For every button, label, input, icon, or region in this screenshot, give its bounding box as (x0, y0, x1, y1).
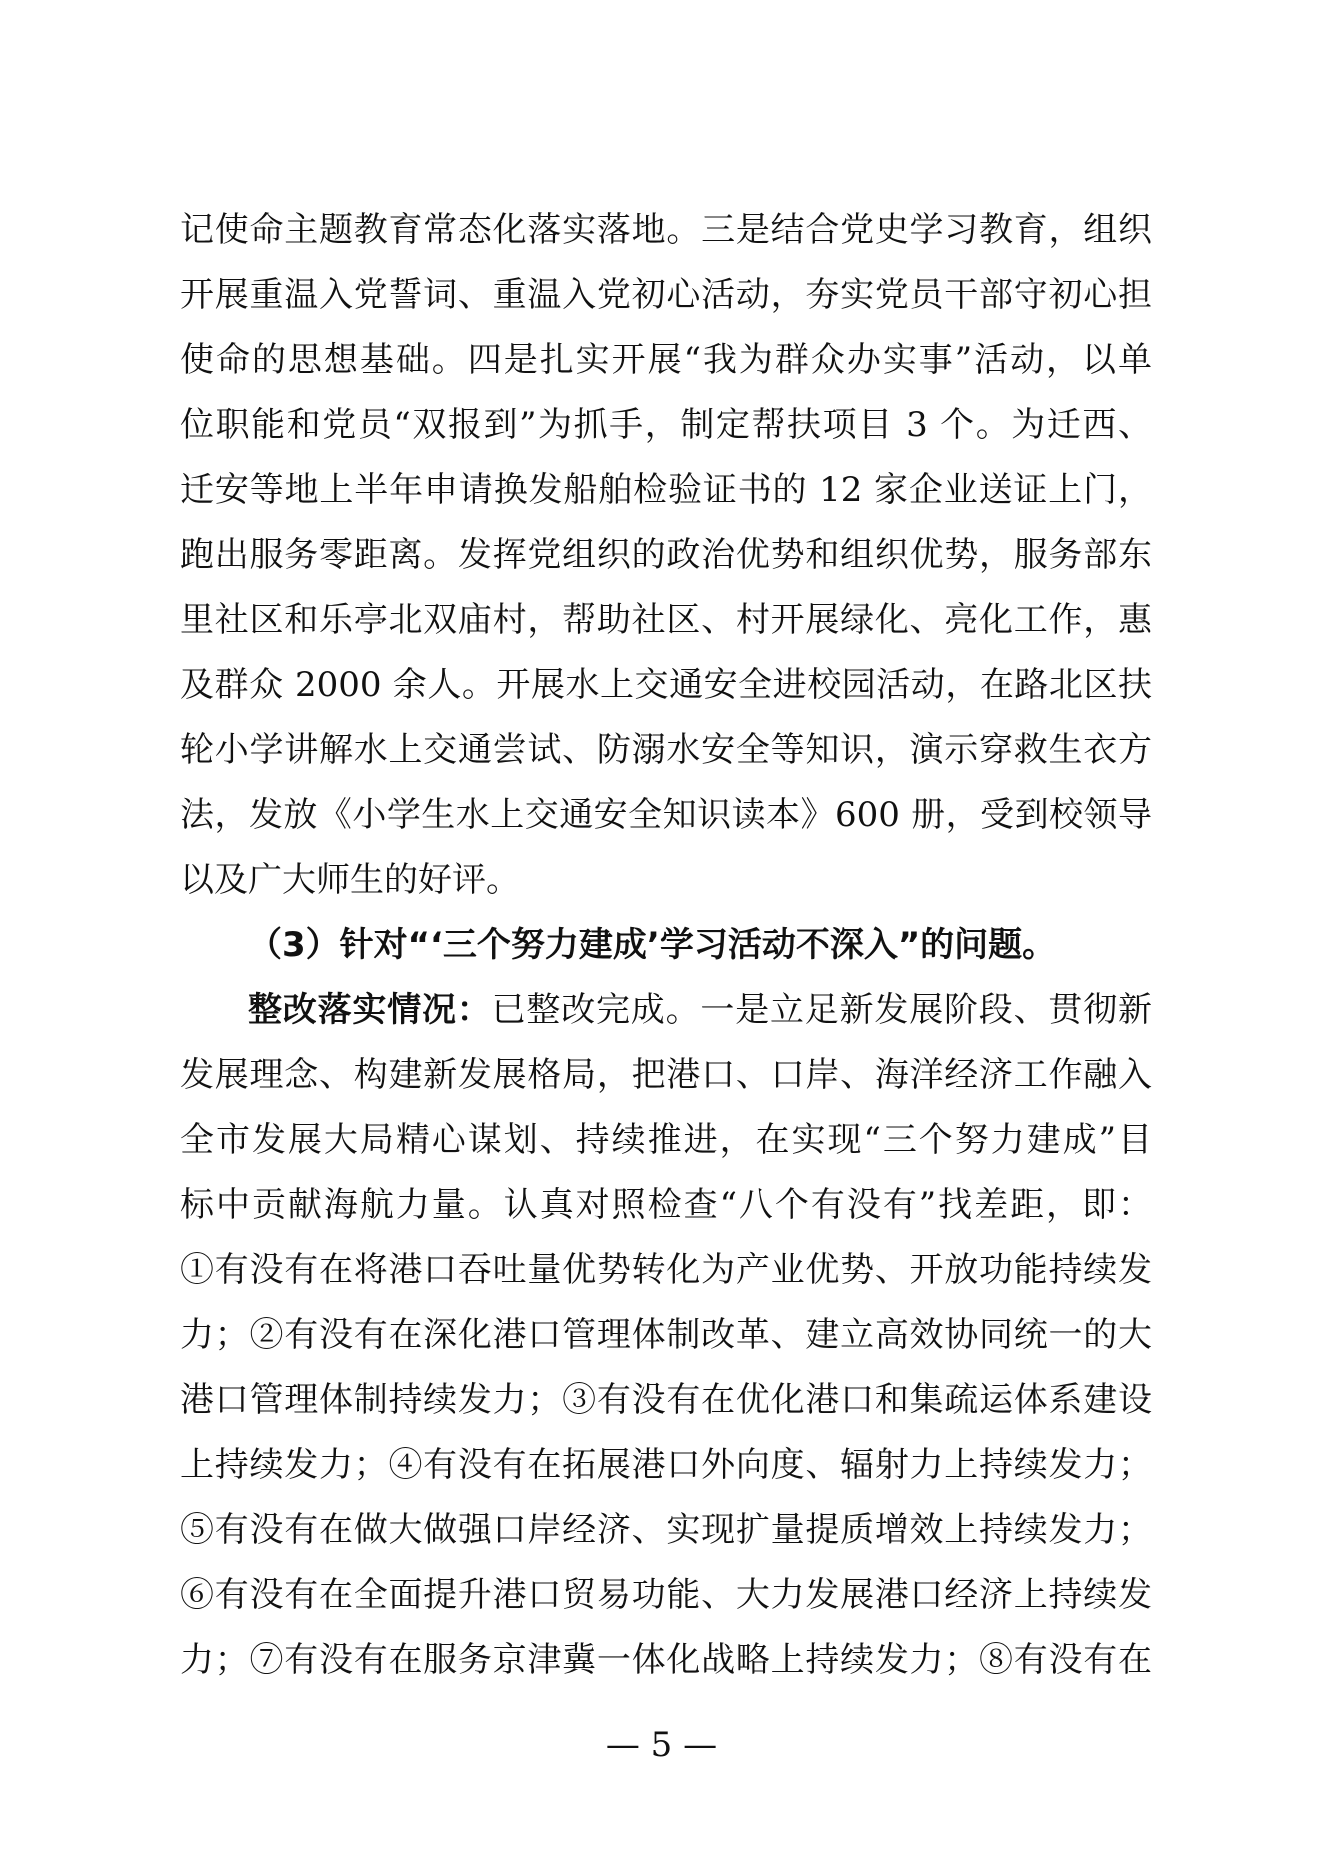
text-line: 轮小学讲解水上交通尝试、防溺水安全等知识，演示穿救生衣方 (180, 730, 1152, 770)
section-heading: （3）针对“‘三个努力建成’学习活动不深入”的问题。 (248, 925, 1057, 965)
text-line: 迁安等地上半年申请换发船舶检验证书的 12 家企业送证上门， (180, 470, 1152, 510)
page-number: — 5 — (605, 1725, 718, 1765)
text-line: 力；②有没有在深化港口管理体制改革、建立高效协同统一的大 (180, 1315, 1152, 1355)
text-line: ⑤有没有在做大做强口岸经济、实现扩量提质增效上持续发力； (180, 1510, 1152, 1550)
text-line: 发展理念、构建新发展格局，把港口、口岸、海洋经济工作融入 (180, 1055, 1152, 1095)
text-line: 跑出服务零距离。发挥党组织的政治优势和组织优势，服务部东 (180, 535, 1152, 575)
text-line: 使命的思想基础。四是扎实开展“我为群众办实事”活动，以单 (180, 340, 1152, 380)
paragraph-lead-label: 整改落实情况： (248, 990, 492, 1030)
text-line: 全市发展大局精心谋划、持续推进，在实现“三个努力建成”目 (180, 1120, 1152, 1160)
text-line: 以及广大师生的好评。 (180, 860, 520, 900)
text-line: ⑥有没有在全面提升港口贸易功能、大力发展港口经济上持续发 (180, 1575, 1152, 1615)
text-line: 港口管理体制持续发力；③有没有在优化港口和集疏运体系建设 (180, 1380, 1152, 1420)
text-line: 力；⑦有没有在服务京津冀一体化战略上持续发力；⑧有没有在 (180, 1640, 1152, 1680)
text-line: 位职能和党员“双报到”为抓手，制定帮扶项目 3 个。为迁西、 (180, 405, 1152, 445)
paragraph-first-line (180, 978, 1152, 1043)
text-line: 标中贡献海航力量。认真对照检查“八个有没有”找差距，即： (180, 1185, 1152, 1225)
text-line: 法，发放《小学生水上交通安全知识读本》600 册，受到校领导 (180, 795, 1152, 835)
body-text (180, 198, 1152, 1693)
text-line: 记使命主题教育常态化落实落地。三是结合党史学习教育，组织 (180, 210, 1152, 250)
text-line: 开展重温入党誓词、重温入党初心活动，夯实党员干部守初心担 (180, 275, 1152, 315)
text-line: 里社区和乐亭北双庙村，帮助社区、村开展绿化、亮化工作，惠 (180, 600, 1152, 640)
text-line: 及群众 2000 余人。开展水上交通安全进校园活动，在路北区扶 (180, 665, 1153, 705)
text-line: 上持续发力；④有没有在拓展港口外向度、辐射力上持续发力； (180, 1445, 1152, 1485)
text-line: ①有没有在将港口吞吐量优势转化为产业优势、开放功能持续发 (180, 1250, 1152, 1290)
paragraph-first-text: 已整改完成。一是立足新发展阶段、贯彻新 (491, 990, 1153, 1030)
